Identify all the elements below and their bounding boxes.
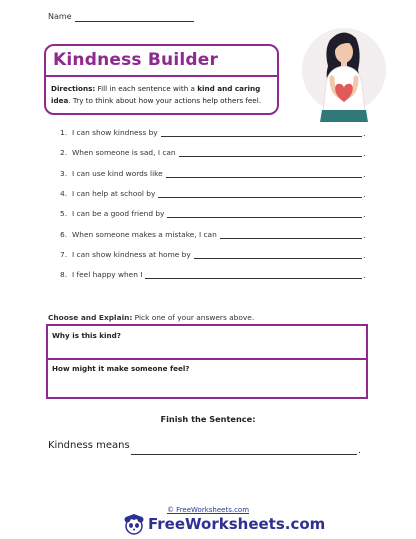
question-row	[60, 230, 217, 239]
question-number: 4.	[60, 188, 68, 198]
question-text: When someone is sad, I can	[72, 148, 176, 158]
question-number: 1.	[60, 128, 68, 137]
directions-bold: kind and caring idea	[51, 84, 261, 105]
finish-heading: Finish the Sentence:	[160, 414, 256, 424]
question-text: I feel happy when I	[72, 270, 143, 280]
name-label: Name	[48, 12, 72, 21]
answer-period: .	[363, 149, 366, 159]
question-number: 8.	[60, 270, 68, 280]
question-text: I can show kindness by	[72, 128, 158, 137]
answer-line[interactable]	[179, 156, 362, 157]
question-row	[60, 209, 164, 218]
directions	[51, 83, 273, 107]
question-text: I can use kind words like	[72, 168, 163, 178]
answer-line[interactable]	[220, 238, 362, 239]
question-number: 5.	[60, 209, 68, 219]
question-number: 3.	[60, 168, 68, 178]
answer-period: .	[363, 169, 366, 179]
footer-link[interactable]: © FreeWorksheets.com	[166, 506, 250, 514]
answer-line[interactable]	[166, 177, 362, 178]
question-number: 6.	[60, 229, 68, 239]
question-number: 2.	[60, 148, 68, 158]
choose-lead: Choose and Explain:	[48, 313, 133, 322]
question-text: I can be a good friend by	[72, 209, 165, 219]
finish-answer-line[interactable]	[131, 454, 357, 455]
answer-period: .	[363, 230, 366, 240]
answer-period: .	[363, 189, 366, 199]
question-text: I can show kindness at home by	[72, 249, 191, 259]
question-row	[60, 250, 191, 259]
choose-explain-instruction	[48, 313, 254, 322]
name-input-line[interactable]	[75, 21, 194, 22]
girl-heart-illustration	[296, 22, 386, 122]
question-text: When someone makes a mistake, I can	[72, 229, 217, 239]
explain-answer-2[interactable]	[50, 373, 364, 395]
answer-line[interactable]	[161, 136, 362, 137]
question-row	[60, 148, 176, 157]
explain-question-1: Why is this kind?	[52, 331, 121, 340]
answer-period: .	[363, 129, 366, 138]
answer-period: .	[363, 250, 366, 260]
answer-line[interactable]	[145, 278, 362, 279]
explain-answer-1[interactable]	[50, 340, 364, 355]
directions-text-1: Fill in each sentence with a	[95, 84, 198, 93]
explain-question-2: How might it make someone feel?	[52, 364, 190, 373]
question-number: 7.	[60, 249, 68, 259]
brand-logo-text: FreeWorksheets.com	[148, 515, 326, 533]
directions-lead: Directions:	[51, 84, 96, 93]
question-text: I can help at school by	[72, 188, 156, 198]
question-row	[60, 128, 158, 137]
choose-text: Pick one of your answers above.	[132, 313, 255, 322]
answer-line[interactable]	[167, 217, 362, 218]
directions-text-2: . Try to think about how your actions help others feel.	[68, 96, 262, 105]
page-title: Kindness Builder	[53, 50, 219, 70]
finish-period: .	[358, 446, 361, 456]
answer-period: .	[363, 271, 366, 281]
question-row	[60, 169, 163, 178]
panda-logo-icon	[122, 513, 146, 535]
explain-box-divider	[46, 358, 368, 360]
answer-period: .	[363, 210, 366, 220]
answer-line[interactable]	[158, 197, 362, 198]
finish-prompt: Kindness means	[48, 440, 130, 451]
question-row	[60, 189, 155, 198]
title-divider	[44, 75, 279, 77]
question-row	[60, 270, 142, 279]
answer-line[interactable]	[194, 258, 362, 259]
